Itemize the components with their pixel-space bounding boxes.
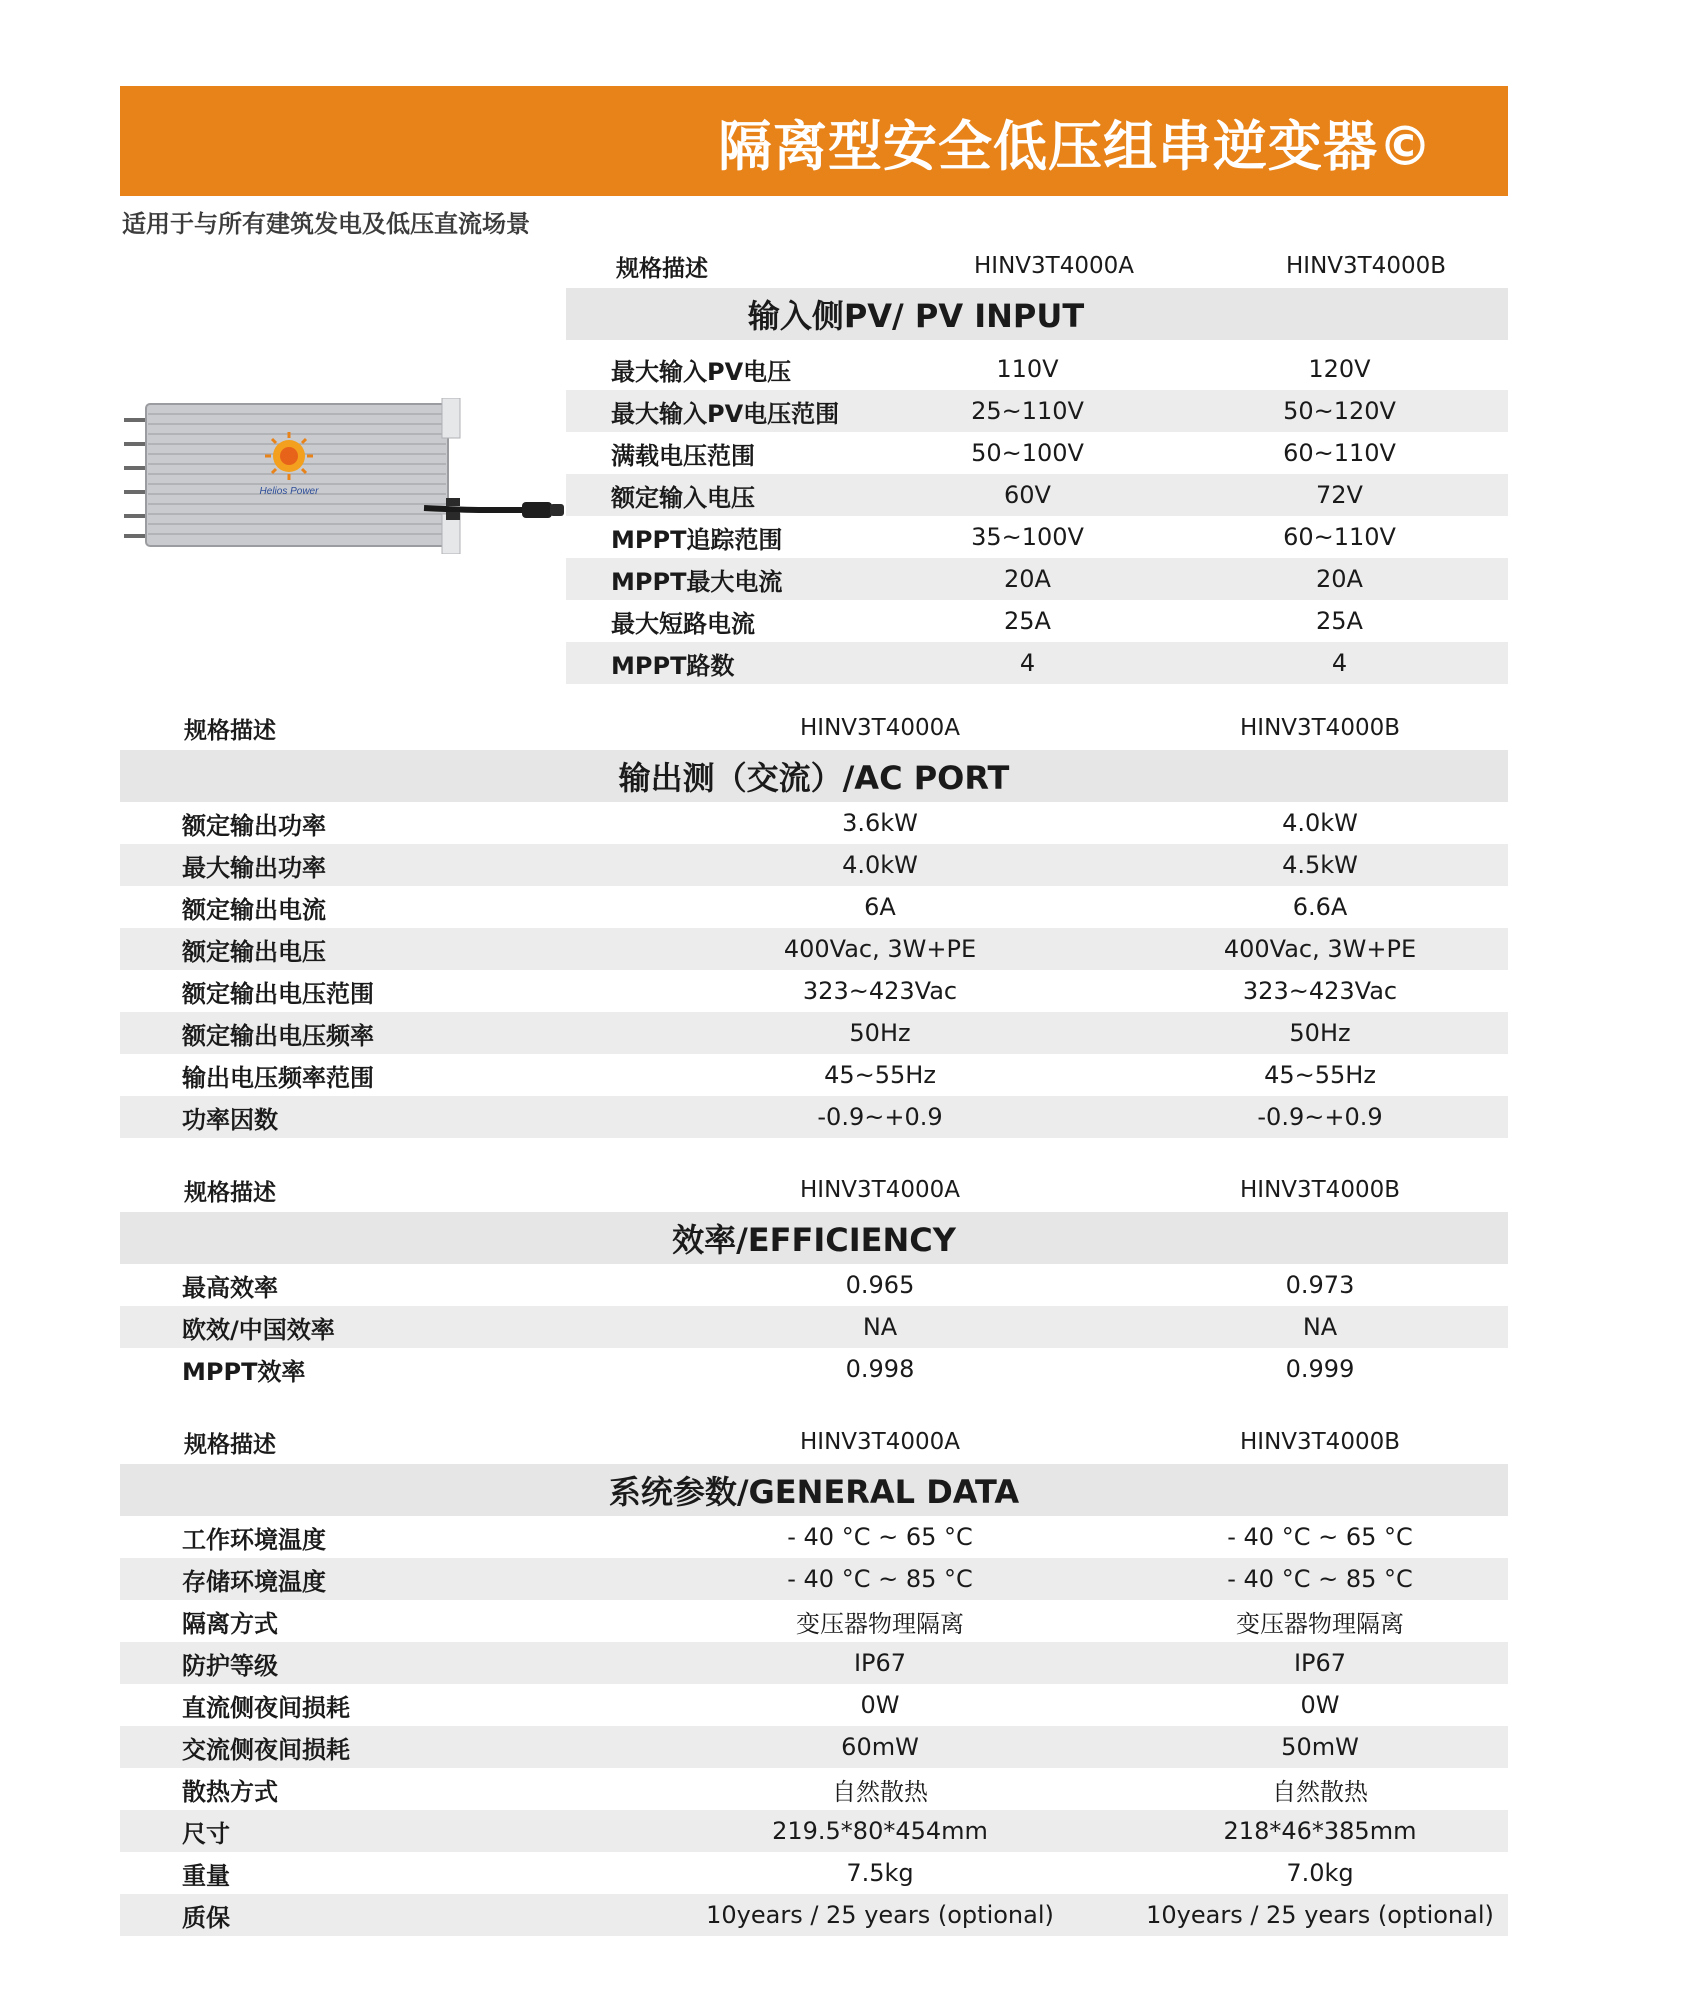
row-label: 重量 [182,1861,230,1890]
row-value-b: - 40 °C ~ 65 °C [1227,1523,1413,1551]
row-label: 欧效/中国效率 [182,1315,335,1344]
row-label: 交流侧夜间损耗 [182,1735,350,1764]
section-title-bar [120,1212,1508,1264]
page-subtitle: 适用于与所有建筑发电及低压直流场景 [122,210,530,238]
row-value-b: NA [1302,1313,1338,1341]
row-value-b: 6.6A [1292,893,1348,921]
row-label: 最大短路电流 [611,609,755,638]
column-header-spec: 规格描述 [184,717,276,744]
row-value-b: 323~423Vac [1242,977,1398,1005]
table-row [120,1054,1508,1096]
table-row [120,1600,1508,1642]
table-row [566,516,1508,558]
row-label: 最高效率 [182,1273,278,1302]
column-header-spec: 规格描述 [184,1431,276,1458]
row-value-a: 0.965 [845,1271,915,1299]
table-row [120,1306,1508,1348]
row-label: MPPT效率 [182,1357,306,1386]
table-row [120,1012,1508,1054]
table-row [566,474,1508,516]
section-title: 效率/EFFICIENCY [672,1221,956,1259]
column-header-spec: 规格描述 [616,255,708,282]
row-value-a: - 40 °C ~ 65 °C [787,1523,973,1551]
section-title-bar [120,750,1508,802]
row-label: 额定输出电压范围 [182,979,374,1008]
row-label: 尺寸 [182,1819,230,1848]
row-value-a: 变压器物理隔离 [796,1609,964,1638]
row-label: 最大输入PV电压范围 [611,399,840,428]
page-title: 隔离型安全低压组串逆变器© [718,115,1433,178]
row-value-b: 4 [1331,649,1348,677]
column-header-model-b: HINV3T4000B [1239,1429,1400,1455]
row-value-a: 自然散热 [832,1777,928,1806]
brand-logo-text: Helios Power [259,486,319,497]
table-row [120,928,1508,970]
row-value-b: 50mW [1281,1733,1359,1761]
row-value-a: IP67 [853,1649,907,1677]
row-value-b: 自然散热 [1272,1777,1368,1806]
row-label: 功率因数 [182,1105,278,1134]
table-row [120,1558,1508,1600]
row-value-b: 0.973 [1285,1271,1355,1299]
row-value-b: 变压器物理隔离 [1236,1609,1404,1638]
row-label: 满载电压范围 [611,441,755,470]
row-value-a: 7.5kg [846,1859,914,1887]
product-image [124,398,566,554]
table-row [120,1684,1508,1726]
row-value-b: 60~110V [1283,523,1396,551]
table-header-row [120,706,1508,750]
table-row [120,1768,1508,1810]
column-header-model-a: HINV3T4000A [800,715,960,741]
row-label: MPPT路数 [611,651,735,680]
row-value-a: NA [862,1313,898,1341]
table-row [566,642,1508,684]
table-row [120,1516,1508,1558]
table-row [566,432,1508,474]
row-value-b: IP67 [1293,1649,1347,1677]
table-header-row [120,1168,1508,1212]
table-row [120,802,1508,844]
row-value-b: - 40 °C ~ 85 °C [1227,1565,1413,1593]
row-label: 防护等级 [182,1651,278,1680]
row-label: 额定输出电压 [182,937,326,966]
section-title-bar [566,288,1508,340]
row-value-a: 60mW [841,1733,919,1761]
column-header-model-a: HINV3T4000A [800,1177,960,1203]
table-row [120,1348,1508,1390]
row-value-a: 25~110V [971,397,1084,425]
inverter-illustration [124,398,566,554]
row-value-a: 4 [1019,649,1036,677]
row-label: 工作环境温度 [182,1525,326,1554]
section-title: 输入侧PV/ PV INPUT [747,297,1085,335]
row-value-a: 10years / 25 years (optional) [706,1901,1054,1929]
row-value-a: 3.6kW [842,809,918,837]
row-label: 最大输入PV电压 [611,357,792,386]
row-value-b: 400Vac, 3W+PE [1223,935,1417,963]
row-label: 额定输出功率 [182,811,326,840]
row-value-a: 0.998 [845,1355,915,1383]
row-value-b: -0.9~+0.9 [1257,1103,1383,1131]
row-value-b: 60~110V [1283,439,1396,467]
row-value-b: 20A [1316,565,1363,593]
table-header-row [566,244,1508,288]
table-row [566,390,1508,432]
spec-table-general-data [120,1420,1508,1936]
row-value-b: 25A [1316,607,1363,635]
row-label: 额定输入电压 [611,483,755,512]
row-value-a: 50Hz [849,1019,911,1047]
column-header-spec: 规格描述 [184,1179,276,1206]
row-value-a: 50~100V [971,439,1084,467]
row-value-b: 7.0kg [1286,1859,1354,1887]
row-label: 存储环境温度 [182,1567,326,1596]
table-row [120,1894,1508,1936]
row-label: MPPT最大电流 [611,567,783,596]
row-value-b: 0W [1300,1691,1340,1719]
table-row [566,558,1508,600]
row-value-a: 0W [860,1691,900,1719]
row-label: 散热方式 [182,1777,278,1806]
table-row [120,1852,1508,1894]
row-value-a: 110V [996,355,1059,383]
table-row [120,1726,1508,1768]
table-row [120,970,1508,1012]
row-value-a: 25A [1004,607,1051,635]
row-value-a: 35~100V [971,523,1084,551]
row-value-b: 10years / 25 years (optional) [1146,1901,1494,1929]
section-title-bar [120,1464,1508,1516]
row-label: 隔离方式 [182,1609,278,1638]
row-value-b: 50Hz [1289,1019,1351,1047]
row-label: 额定输出电流 [182,895,326,924]
column-header-model-b: HINV3T4000B [1239,1177,1400,1203]
table-row [120,1642,1508,1684]
column-header-model-a: HINV3T4000A [800,1429,960,1455]
table-header-row [120,1420,1508,1464]
table-row [120,1810,1508,1852]
section-title: 系统参数/GENERAL DATA [608,1473,1020,1511]
row-label: 最大输出功率 [182,853,326,882]
row-label: 额定输出电压频率 [182,1021,374,1050]
section-title: 输出测（交流）/AC PORT [618,759,1010,797]
spec-table-pv-input [566,244,1508,684]
table-row [566,348,1508,390]
row-label: 直流侧夜间损耗 [182,1693,350,1722]
row-value-a: - 40 °C ~ 85 °C [787,1565,973,1593]
row-label: MPPT追踪范围 [611,525,783,554]
row-value-a: 4.0kW [842,851,918,879]
row-value-b: 45~55Hz [1264,1061,1376,1089]
row-value-a: 60V [1004,481,1051,509]
title-banner [120,86,1508,196]
spec-table-ac-port [120,706,1508,1138]
spec-table-efficiency [120,1168,1508,1390]
table-row [120,844,1508,886]
row-label: 输出电压频率范围 [182,1063,374,1092]
row-value-a: 219.5*80*454mm [772,1817,988,1845]
column-header-model-b: HINV3T4000B [1239,715,1400,741]
column-header-model-a: HINV3T4000A [974,253,1134,279]
row-value-a: 45~55Hz [824,1061,936,1089]
row-value-a: 20A [1004,565,1051,593]
table-row [566,600,1508,642]
table-row [120,886,1508,928]
row-value-b: 120V [1308,355,1371,383]
row-value-a: 400Vac, 3W+PE [783,935,977,963]
row-value-b: 72V [1316,481,1363,509]
row-value-b: 50~120V [1283,397,1396,425]
row-value-a: 323~423Vac [802,977,958,1005]
table-row [120,1096,1508,1138]
row-value-a: -0.9~+0.9 [817,1103,943,1131]
row-value-a: 6A [864,893,896,921]
row-label: 质保 [182,1903,230,1932]
column-header-model-b: HINV3T4000B [1285,253,1446,279]
row-value-b: 4.5kW [1282,851,1358,879]
row-value-b: 0.999 [1285,1355,1355,1383]
row-value-b: 4.0kW [1282,809,1358,837]
row-value-b: 218*46*385mm [1223,1817,1417,1845]
table-row [120,1264,1508,1306]
